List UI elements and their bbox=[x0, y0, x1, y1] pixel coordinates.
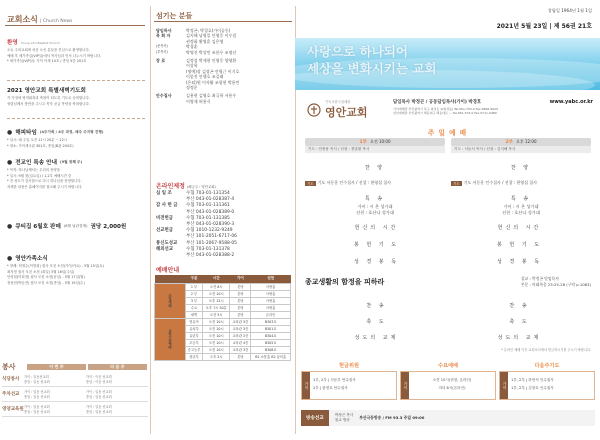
choir-title: 전교인 특송 안내 bbox=[15, 160, 57, 166]
program-cell: 오전 10시 bbox=[203, 339, 230, 346]
church-news-heading: 교회소식 bbox=[7, 15, 38, 24]
program-table-wrap bbox=[154, 275, 291, 361]
service-cell: 종임 : 이웃 선교회 bbox=[86, 380, 112, 384]
program-header-cell: 가이 bbox=[230, 275, 251, 283]
service-cell: 종임 : 일동 선교회 bbox=[24, 410, 50, 414]
program-cell: 오전 10시 bbox=[203, 290, 230, 297]
program-table bbox=[154, 275, 291, 361]
program-cell: 사랑홀 bbox=[251, 297, 291, 304]
box-side-tab: 가이 bbox=[401, 372, 409, 399]
order-item: 특 송 bbox=[510, 196, 532, 202]
order-item: 찬 양 bbox=[510, 165, 532, 171]
service-2-time: 오후 12:00 bbox=[515, 139, 537, 144]
staff-row bbox=[156, 99, 294, 104]
giving-account: 수협 703-01-131385 bbox=[186, 215, 230, 221]
order-item: 헌신의 시간 bbox=[497, 225, 542, 231]
closing-item: 성도의 교제 bbox=[497, 335, 542, 341]
order-col-1 bbox=[305, 164, 445, 216]
order-item: 가이 : 시 온 성가대 bbox=[503, 204, 539, 209]
website-link[interactable]: www.yabc.or.kr bbox=[549, 99, 593, 105]
staff-row bbox=[156, 50, 294, 55]
church-news-subheading: | Church News bbox=[39, 19, 73, 24]
service-title: 봉사 bbox=[2, 362, 16, 371]
service-row bbox=[2, 402, 148, 417]
service-1-pill bbox=[305, 138, 445, 146]
service-col-this-week: 이 번 주 bbox=[27, 364, 86, 370]
staff-column bbox=[150, 0, 295, 440]
giving-account: 부산 043-01-028389-0 bbox=[186, 209, 235, 215]
family-news-line: * 장례: 허영수(이영희) 집사 모친 소천(가이/가요) - 5월 15일(토) bbox=[7, 264, 105, 268]
program-cell: B305호 bbox=[251, 339, 291, 346]
box-side-tab: 가이 bbox=[500, 372, 508, 399]
church-address bbox=[393, 99, 593, 115]
program-cell: B308호 bbox=[251, 346, 291, 353]
program-cell: 본당 bbox=[230, 311, 251, 318]
program-cell: B303호 bbox=[251, 318, 291, 325]
church-logo-icon bbox=[307, 103, 321, 117]
broadcast-station: 부산극동방송 / FM 93.3 주일 09:00 bbox=[359, 415, 425, 420]
program-cell: 교육관 2층 bbox=[230, 332, 251, 339]
giving-account: 부산 101-2067-9588-05 bbox=[186, 240, 237, 246]
training-title: 해피타임 bbox=[15, 130, 37, 136]
program-cell: 초등부 bbox=[186, 339, 203, 346]
service-1 bbox=[305, 138, 445, 153]
giving-account: 부산 043-01-028390-3 bbox=[186, 222, 235, 228]
prayer-line: 성령님께서 충만을 주시고 목자 공급 목양을 축복합니다. bbox=[7, 101, 90, 106]
order-item: 헌신의 시간 bbox=[354, 225, 399, 231]
staff-key: (부목사) bbox=[156, 49, 168, 54]
divider bbox=[7, 118, 145, 119]
issue-date: 2021년 5월 23일 | 제 56권 21호 bbox=[496, 23, 592, 30]
prayer-section bbox=[7, 86, 147, 107]
giving-account: 부산 101-2051-6717-06 bbox=[186, 234, 237, 240]
giving-account: 부산 043-01-028387-4 bbox=[186, 197, 235, 203]
service-row-label: 영양교육원 bbox=[2, 407, 24, 412]
program-cell: 교육관 4층 bbox=[230, 339, 251, 346]
offering-line: 2부 | 함영호 안수집사 bbox=[313, 386, 348, 390]
family-news-line: 안성철(이희정) 집사 모친 소천(동일) - 5월 17일(월) bbox=[7, 275, 85, 280]
broadcast-program: 칠교 방송 bbox=[334, 418, 350, 422]
family-news-line: 최지영 집사 모친 소천 (희일) 5월 16일(주일) bbox=[7, 269, 75, 274]
service-2-pill bbox=[451, 138, 591, 146]
giving-subtitle: (해금주 : 영안교회) bbox=[186, 185, 216, 189]
giving-key: 통신도성교 bbox=[156, 240, 178, 246]
church-news-title bbox=[7, 14, 72, 25]
staff-value: 정정운 bbox=[186, 85, 198, 91]
giving-account: 수협 1010-1232-9249 bbox=[186, 228, 233, 234]
sermon-title: 종교생활의 함정을 피하라 bbox=[305, 278, 385, 286]
program-cell: 오후 2시 bbox=[203, 353, 230, 360]
order-item: 봉 헌 기 도 bbox=[496, 242, 543, 248]
banner-line-1: 사랑으로 하나되어 bbox=[307, 44, 408, 59]
program-cell: 오전 10시 bbox=[203, 332, 230, 339]
bottom-boxes bbox=[301, 362, 595, 400]
giving-key: 비전헌금 bbox=[156, 215, 173, 221]
program-cell: 2 부 bbox=[186, 290, 203, 297]
offering-line: 1부, 2부 | 서동우 안수집사 bbox=[313, 378, 356, 382]
book-subtitle: (6월 날관결제) bbox=[63, 223, 88, 228]
book-section bbox=[7, 222, 147, 230]
pastor-line: 담임목사 박정곤 / 공동담임목사(가이) 박경호 bbox=[393, 100, 482, 105]
staff-key: 안수집사 bbox=[156, 93, 172, 99]
order-item: 기도 서동운 인수집사 / 선창 : 현영섭 집사 bbox=[317, 180, 391, 185]
program-cell: B301호 bbox=[251, 325, 291, 332]
program-header-cell: 구분 bbox=[186, 275, 203, 283]
service-cell: 가이 : 일동 선교회 bbox=[86, 390, 112, 394]
giving-header bbox=[156, 181, 216, 190]
service-cell: 종임 : 일동 선교회 bbox=[86, 410, 112, 414]
training-subtitle: (4주가족 / 4주 과정, 매주 주지형 진행) bbox=[39, 129, 104, 134]
choir-section bbox=[7, 158, 147, 190]
service-1-time: 오전 10:00 bbox=[369, 139, 391, 144]
program-cell: B1 소통홀 B2 꿈의홀 bbox=[251, 353, 291, 360]
service-cell: 가이 : 일동선교회 bbox=[24, 375, 49, 379]
giving-key: 십 일 조 bbox=[156, 191, 172, 196]
next-prayer-line: 1부, 2부 | 김창호 인수집사 bbox=[511, 386, 554, 390]
program-cell: 오전 10시 bbox=[203, 325, 230, 332]
staff-value: (은퇴)원 이자활 조광현 박용민 bbox=[186, 79, 240, 85]
service-col-next-week: 다 음 주 bbox=[88, 364, 147, 370]
giving-account: 수협 703-01-131354 bbox=[186, 191, 230, 196]
service-row bbox=[2, 372, 148, 387]
program-cell: 3 부 bbox=[186, 297, 203, 304]
program-cell: 본당 bbox=[230, 290, 251, 297]
church-news-column bbox=[0, 0, 150, 440]
choir-line: * 전 성도가 감사함으로 다시 하나님을 찬양합니다. bbox=[7, 179, 82, 184]
order-item: 성 경 봉 독 bbox=[353, 259, 400, 265]
service-row-label: 식당봉사 bbox=[2, 377, 20, 382]
bullet-icon: ● bbox=[7, 254, 13, 262]
program-cell: 1 부 bbox=[186, 283, 203, 290]
order-item: 선천 : 호산나 성가대 bbox=[502, 210, 540, 215]
choir-subtitle: (9월 첫째 주) bbox=[59, 159, 83, 164]
staff-value: 이종진 안행호 조길래 bbox=[186, 74, 224, 80]
program-cell: 본당 bbox=[230, 297, 251, 304]
choir-line: * 목적: 하나님께서는 우리의 찬양을 bbox=[7, 168, 61, 172]
program-cell: 수요 bbox=[186, 304, 203, 311]
service-time-pills bbox=[305, 138, 591, 153]
staff-value: 박경훈 bbox=[186, 44, 198, 50]
program-row bbox=[155, 283, 291, 290]
closing-item: 성도의 교제 bbox=[354, 335, 399, 341]
staff-key bbox=[156, 85, 186, 90]
program-cell: 본당 bbox=[230, 283, 251, 290]
staff-value: 김용현 김영호 최극학 서용우 bbox=[186, 93, 237, 99]
program-cell: 오전 10시 bbox=[203, 346, 230, 353]
giving-key: 해외선교 bbox=[156, 246, 173, 252]
closing-note: * 온라인 예배 이후 교회소식에서 헌금하시기를 주시기 바랍니다. bbox=[501, 348, 591, 352]
program-group-label: 교육기관예배 bbox=[155, 318, 186, 360]
order-col-2 bbox=[451, 164, 591, 216]
family-news-section bbox=[7, 254, 149, 286]
service-cell: 가이 : 이웃 선교회 bbox=[86, 375, 112, 379]
sunday-worship-title: 주 일 예 배 bbox=[427, 129, 468, 137]
welcome-section bbox=[7, 38, 147, 65]
service-2-leaders: 기도 : 서동서 목사 / 선창 : 김지해 목사 bbox=[451, 146, 591, 153]
program-cell: 청년부 bbox=[186, 353, 203, 360]
box-next-prayer-body bbox=[499, 371, 595, 400]
order-item: 성 경 봉 독 bbox=[496, 259, 543, 265]
program-cell: 중고등부 bbox=[186, 346, 203, 353]
order-item: 찬 양 bbox=[364, 165, 386, 171]
order-item: 특 송 bbox=[364, 196, 386, 202]
staff-value: 박정곤, 박경호(가이공동) bbox=[186, 28, 231, 33]
staff-key: 장 로 bbox=[156, 58, 166, 64]
staff-value: 김정섭 박세현 안영웅 양영환 bbox=[186, 58, 237, 64]
closing-block bbox=[305, 302, 591, 352]
program-header-row bbox=[155, 275, 291, 283]
giving-account: 부산 043-01-028388-2 bbox=[186, 253, 235, 259]
box-wednesday-body bbox=[400, 371, 496, 400]
wednesday-line: 오전 10시(현장, 온라인) bbox=[432, 378, 472, 382]
giving-key: 선교헌금 bbox=[156, 228, 173, 234]
service-cell: 종임 : 일동 선교회 bbox=[24, 395, 50, 399]
service-cell: 종임 : 일동 선교회 bbox=[24, 380, 50, 384]
church-denomination: 기독교한국침례회 bbox=[325, 100, 351, 104]
welcome-line: 예배 후 새가족실(VIP실)에서 목사님과 인사 나누시기 바랍니다. bbox=[7, 53, 102, 58]
service-cell: 가이 : 일동 선교회 bbox=[24, 405, 50, 409]
closing-item: 찬 송 bbox=[509, 303, 530, 309]
sermon-block bbox=[305, 276, 591, 288]
sermon-meta bbox=[521, 276, 591, 288]
program-row bbox=[155, 318, 291, 325]
giving-account: 수협 703-01-131378 bbox=[186, 246, 230, 252]
welcome-subtitle: Young Ahn Baptist Church bbox=[20, 41, 60, 45]
giving-key: 감 사 헌 금 bbox=[156, 203, 178, 209]
service-1-label: 1부 bbox=[359, 140, 367, 145]
choir-line: 자세한 내용은 홈페이지를 참고해 주시기 바랍니다. bbox=[7, 184, 83, 189]
service-1-leaders: 기도 : 안정용 목사 / 선창 : 정말황 목사 bbox=[305, 146, 445, 153]
service-2-label: 2부 bbox=[505, 140, 513, 145]
training-line: * 일시: 매 주일 오전 11시 20분 ~ 12시 bbox=[7, 138, 67, 142]
prayer-tag: 기도 bbox=[453, 181, 460, 186]
sermon-preacher: 설교 : 박정곤 담임목사 bbox=[520, 276, 559, 281]
service-row bbox=[2, 387, 148, 402]
book-title: 큐티집 6월호 판매 bbox=[15, 224, 61, 230]
box-next-prayer bbox=[499, 362, 595, 400]
worship-column bbox=[295, 0, 600, 440]
order-prayer bbox=[451, 180, 591, 186]
program-cell: 교육관 3층 bbox=[230, 346, 251, 353]
program-cell: 유치부 bbox=[186, 325, 203, 332]
welcome-title: 환영 bbox=[7, 40, 18, 46]
order-item: 봉 헌 기 도 bbox=[353, 242, 400, 248]
program-cell: 오후 7시 30분 bbox=[203, 304, 230, 311]
program-cell: 새벽 bbox=[186, 311, 203, 318]
service-cell: 가이 : 일동 선교회 bbox=[86, 405, 112, 409]
wednesday-line: 저녁 8시(온라인) bbox=[438, 386, 466, 390]
program-cell: 본당 bbox=[230, 304, 251, 311]
order-prayer bbox=[305, 180, 445, 186]
box-offering bbox=[301, 362, 397, 400]
hero-banner bbox=[295, 38, 600, 90]
sermon-verse: 본문 : 마태복음 23:25-28 (구약 p.1083) bbox=[520, 282, 591, 287]
choir-line: * 일시: 9월 첫(일요일) / 1,2부 예배시간 중 bbox=[7, 173, 72, 178]
box-next-prayer-title: 다음주기도 bbox=[534, 363, 560, 369]
staff-title: 섬기는 분들 bbox=[156, 12, 193, 20]
family-news-line: 정성현(박순진) 집사 모친 소천(종임) - 5월 19일(수) bbox=[7, 280, 85, 285]
program-header-cell bbox=[155, 275, 186, 283]
book-price: 권당 2,000원 bbox=[90, 224, 127, 230]
staff-value: 이영재 허용식 bbox=[186, 98, 211, 104]
giving-title: 온라인제정 bbox=[156, 183, 185, 190]
staff-list bbox=[156, 28, 294, 104]
divider bbox=[5, 25, 145, 26]
bullet-icon: ● bbox=[7, 158, 13, 166]
box-side-tab: 가이 bbox=[302, 372, 310, 399]
staff-value: 권정화 황영훈 김은영 bbox=[186, 38, 224, 44]
order-item: 선천 : 호산나 성가대 bbox=[356, 210, 394, 215]
program-cell: 오전 8시 bbox=[203, 283, 230, 290]
family-news-title: 영안가족소식 bbox=[15, 256, 48, 262]
staff-row bbox=[156, 85, 294, 90]
program-cell: 사랑홀 bbox=[251, 290, 291, 297]
closing-item: 축 도 bbox=[366, 319, 387, 325]
bullet-icon: ● bbox=[7, 222, 13, 230]
staff-key: 목 회 자 bbox=[156, 33, 171, 39]
prayer-title: 2021 영안교회 특별새벽기도회 bbox=[7, 88, 86, 94]
staff-value: 박영진 박상민 조한우 조명선 bbox=[186, 49, 237, 55]
welcome-line: * 새가족실(VIP실): 가이 이세 10호 / 종임 5층 201호 bbox=[7, 59, 87, 64]
program-cell: 오전 5시 bbox=[203, 311, 230, 318]
service-cell: 가이 : 일동 선교회 bbox=[24, 390, 50, 394]
program-cell: 오전 10시 bbox=[203, 318, 230, 325]
program-cell: 사랑홀 bbox=[251, 283, 291, 290]
service-cell: 종임 : 일동 선교회 bbox=[86, 395, 112, 399]
giving-list bbox=[156, 191, 294, 259]
box-offering-title: 헌금위원 bbox=[338, 363, 360, 369]
founding-date: 창립일 1964년 1월 1일 bbox=[547, 8, 592, 13]
staff-key: 담임목사 bbox=[156, 28, 172, 33]
staff-value: (명예)장 김장곤 안영근 이기호 bbox=[186, 68, 240, 74]
box-offering-body bbox=[301, 371, 397, 400]
giving-account: 수협 703-01-131361 bbox=[186, 203, 230, 209]
training-line: * 장소: 가이세국관 301호, 종임(B관 204호) bbox=[7, 143, 74, 148]
prayer-tag: 기도 bbox=[307, 181, 314, 186]
church-logo bbox=[307, 99, 368, 120]
program-cell: 본당 bbox=[230, 353, 251, 360]
program-cell: 유년부 bbox=[186, 332, 203, 339]
staff-key: (준목사) bbox=[156, 44, 168, 49]
closing-item: 축 도 bbox=[509, 319, 530, 325]
divider bbox=[7, 80, 145, 81]
divider bbox=[154, 21, 292, 22]
banner-line-2: 세상을 변화시키는 교회 bbox=[307, 61, 437, 76]
next-prayer-line: 1부, 2부 | 하헌석 인수집사 bbox=[511, 378, 554, 382]
broadcast-bar bbox=[301, 410, 595, 426]
service-2 bbox=[451, 138, 591, 153]
service-row-label: 주차선교 bbox=[2, 392, 20, 397]
prayer-line: 각 가정에 영적회복과 축복이 되도록 기도로 준비합니다. bbox=[7, 96, 90, 100]
program-cell: 교육관 3층 bbox=[230, 325, 251, 332]
box-wednesday bbox=[400, 362, 496, 400]
giving-key bbox=[156, 253, 186, 259]
program-cell: 교육관 5층 bbox=[230, 318, 251, 325]
program-cell: 온라인 bbox=[251, 311, 291, 318]
program-header-cell: 시간 bbox=[203, 275, 230, 283]
broadcast-preacher: 박정곤 목사 bbox=[334, 413, 354, 417]
program-cell: B304호 bbox=[251, 332, 291, 339]
order-shared bbox=[305, 224, 591, 265]
program-header-cell: 선천 bbox=[251, 275, 291, 283]
church-name: 영안교회 bbox=[325, 106, 368, 119]
giving-row bbox=[156, 253, 294, 259]
broadcast-tag: 방송선교 bbox=[301, 410, 329, 426]
service-table bbox=[2, 361, 148, 439]
welcome-line: 오늘 주의교회에 처음 오신 분들을 진심으로 환영합니다. bbox=[7, 48, 90, 52]
program-group-label: 주일예배 bbox=[155, 283, 186, 318]
staff-key bbox=[156, 99, 186, 104]
program-cell: 영유아 bbox=[186, 318, 203, 325]
box-wednesday-title: 수요예배 bbox=[437, 363, 459, 369]
staff-value: 이상학 bbox=[186, 63, 198, 69]
closing-item: 찬 송 bbox=[366, 303, 387, 309]
address-line: 가이예배당 부산광역시 북구 의성로 1(의성동) Tel.051-703-0 Fax.0866-9029 bbox=[393, 107, 498, 111]
order-item: 가이 : 시 온 성가대 bbox=[357, 204, 393, 209]
staff-value: 김지해 남영일 안영웅 이우림 bbox=[186, 33, 237, 39]
order-item: 기도 서동운 인수집사 / 선창 : 현영섭 집사 bbox=[463, 180, 537, 185]
program-cell: 오후 12시 bbox=[203, 297, 230, 304]
program-cell: 사랑홀 bbox=[251, 304, 291, 311]
program-title: 예배안내 bbox=[156, 267, 180, 274]
address-line: 선천예배당 부산광역시 해운대구 해운대로 ... Tel.051-703-0 Fax.0711-0489 bbox=[393, 111, 497, 115]
bullet-icon: ● bbox=[7, 128, 13, 136]
training-section bbox=[7, 128, 147, 149]
